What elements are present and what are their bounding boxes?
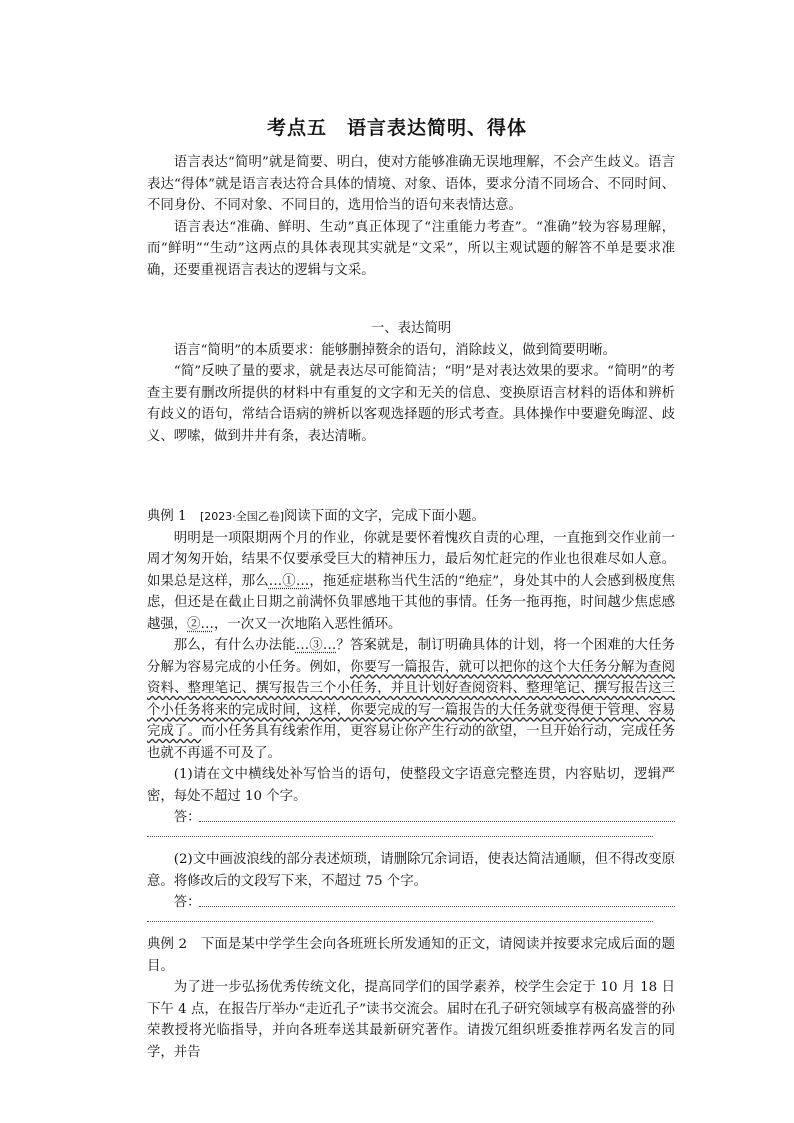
answer-line (147, 836, 653, 837)
example-1-paragraph-1 (147, 528, 675, 636)
text-run: ，一次又一次地陷入恶性循环。 (213, 616, 402, 632)
answer-1[interactable] (147, 807, 675, 828)
example-1-prompt: 阅读下面的文字，完成下面小题。 (284, 509, 485, 524)
answer-line (199, 821, 675, 822)
question-1: (1)请在文中横线处补写恰当的语句，使整段文字语意完整连贯，内容贴切，逻辑严密，每处不超过 10 个字。 (147, 767, 675, 804)
answer-line (147, 921, 653, 922)
section-expression-concise (147, 318, 675, 447)
text-run: ，拖延症堪称当代生活的“绝症”，身处其中的人会感到极度焦虑，但还是在截止日期之前满怀负罪感地干其他的事情。任务一拖再拖，时间越少焦虑感越强， (147, 573, 675, 632)
answer-2-continued[interactable] (147, 913, 675, 934)
blank-3: …③… (295, 638, 337, 653)
text-run: ？答案就是，制订明确具体的计划，将一个困难的大任务分解为容易完成的小任务。例如， (147, 638, 676, 675)
answer-1-continued[interactable] (147, 828, 675, 849)
answer-2[interactable] (147, 892, 675, 913)
text-run: 那么，有什么办法能 (173, 638, 296, 653)
blank-2: ②… (187, 616, 214, 632)
example-1 (147, 506, 675, 1063)
question-2: (2)文中画波浪线的部分表述烦琐，请删除冗余词语，使表达简洁通顺，但不得改变原意。将修改后的文段写下来，不超过 75 个字。 (147, 852, 675, 889)
text-run: 明明是一项限期两个月的作业，你就是要怀着愧疚自责的心理，一直拖到交作业前一周才匆匆开始，结果不仅要承受巨大的精神压力，最后匆忙赶完的作业也很难尽如人意。如果总是这样，那么 (147, 530, 675, 589)
example-1-paragraph-2 (147, 635, 675, 764)
answer-label: 答： (173, 895, 201, 910)
page-title: 考点五 语言表达简明、得体 (266, 117, 527, 139)
section-paragraph-2: “简”反映了量的要求，就是表达尽可能简洁；“明”是对表达效果的要求。“简明”的考查主要有删改所提供的材料中有重复的文字和无关的信息、变换原语言材料的语体和辨析有歧义的语句，常结合语病的辨析以客观选择题的形式考查。具体操作中要避免晦涩、歧义、啰嗦，做到井井有条，表达清晰。 (147, 364, 675, 444)
example-2-paragraph-1: 为了进一步弘扬优秀传统文化，提高同学们的国学素养，校学生会定于 10 月 18 日下午 4 点，在报告厅举办“走近孔子”读书交流会。届时在孔子研究领域享有极高盛誉的孙荣教授将光临指导，并向各班奉送其最新研究著作。请拨冗组织班委推荐两名发言的同学，并告 (147, 980, 675, 1060)
intro-block (147, 152, 675, 281)
example-1-label: 典例 1 (147, 509, 200, 524)
example-1-heading (147, 506, 675, 528)
text-run: 而小任务具有线索作用，更容易让你产生行动的欲望，一旦开始行动，完成任务也就不再遥不可及了。 (147, 724, 675, 761)
intro-paragraph-2: 语言表达“准确、鲜明、生动”真正体现了“注重能力考查”。“准确”较为容易理解，而“鲜明”“生动”这两点的具体表现其实就是“文采”，所以主观试题的解答不单是要求准确，还要重视语言表达的逻辑与文采。 (147, 219, 675, 278)
blank-1: …①… (268, 573, 310, 589)
answer-line (199, 906, 675, 907)
section-heading: 一、表达简明 (370, 321, 452, 336)
example-1-source: [2023·全国乙卷] (199, 510, 285, 523)
wavy-underlined-text: 你要写一篇报告，就可以把你的这个大任务分解为查阅资料、整理笔记、撰写报告三个小任务，并且计划好查阅资料、整理笔记、撰写报告这三个小任务将来的完成时间，这样，你要完成的写一篇报告的大任务就变得便于管理、容易完成了。 (147, 659, 676, 739)
example-2-heading (147, 934, 675, 977)
example-2-prompt: 下面是某中学学生会向各班班长所发通知的正文，请阅读并按要求完成后面的题目。 (147, 937, 675, 974)
intro-paragraph-1: 语言表达“简明”就是简要、明白，使对方能够准确无误地理解，不会产生歧义。语言表达“得体”就是语言表达符合具体的情境、对象、语体，要求分清不同场合、不同时间、不同身份、不同对象、不同目的，选用恰当的语句来表情达意。 (147, 155, 675, 213)
answer-label: 答： (173, 810, 201, 825)
section-paragraph-1: 语言“简明”的本质要求：能够删掉赘余的语句，消除歧义，做到简要明晰。 (173, 342, 616, 358)
example-2-label: 典例 2 (147, 937, 201, 952)
